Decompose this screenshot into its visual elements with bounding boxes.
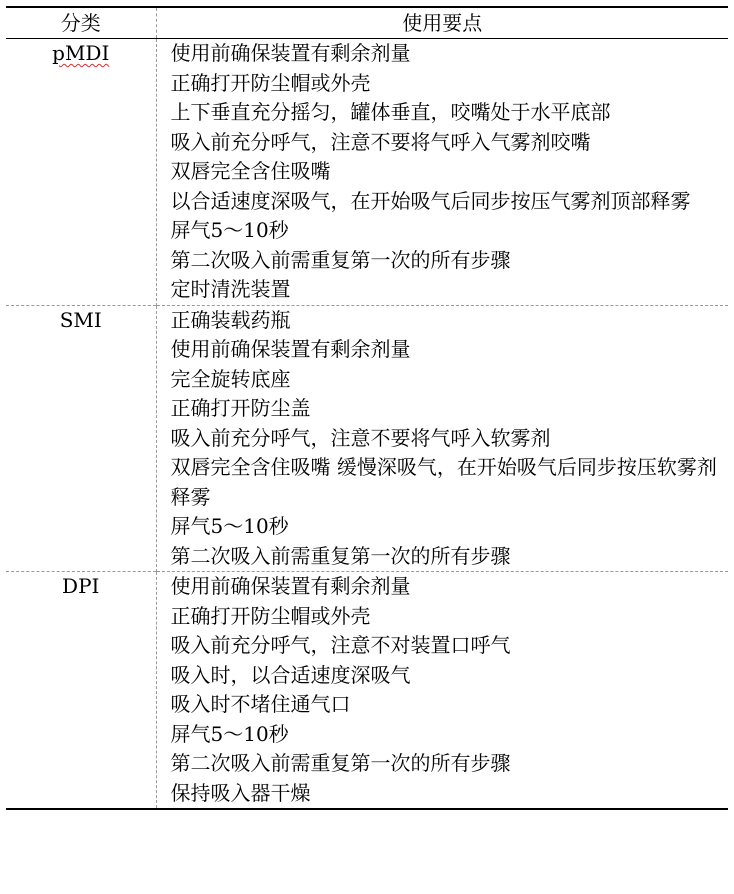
category-cell bbox=[6, 39, 156, 306]
step-item: 保持吸入器干燥 bbox=[170, 780, 311, 805]
category-cell bbox=[6, 572, 156, 810]
step-item: 屏气5～10秒 bbox=[170, 514, 289, 538]
step-item: 第二次吸入前需重复第一次的所有步骤 bbox=[170, 751, 511, 775]
step-item: 使用前确保装置有剩余剂量 bbox=[170, 41, 411, 65]
category-label: pMDI bbox=[52, 41, 110, 65]
step-item: 吸入前充分呼气，注意不要将气呼入软雾剂 bbox=[170, 425, 551, 450]
steps-cell bbox=[156, 572, 728, 810]
step-item: 使用前确保装置有剩余剂量 bbox=[170, 574, 411, 598]
inhaler-usage-table bbox=[6, 6, 728, 810]
step-item: 吸入时，以合适速度深吸气 bbox=[170, 662, 411, 687]
table-row-smi bbox=[6, 305, 728, 572]
step-item: 完全旋转底座 bbox=[170, 366, 291, 391]
table-row-dpi bbox=[6, 572, 728, 810]
step-item: 吸入前充分呼气，注意不对装置口呼气 bbox=[170, 633, 511, 657]
step-item: 定时清洗装置 bbox=[170, 277, 291, 301]
category-label: SMI bbox=[59, 307, 102, 332]
step-item: 第二次吸入前需重复第一次的所有步骤 bbox=[170, 543, 511, 568]
step-item: 屏气5～10秒 bbox=[170, 721, 289, 746]
steps-cell bbox=[156, 39, 728, 306]
step-item: 上下垂直充分摇匀，罐体垂直，咬嘴处于水平底部 bbox=[170, 100, 611, 124]
step-item: 双唇完全含住吸嘴 缓慢深吸气，在开始吸气后同步按压软雾剂释雾 bbox=[170, 455, 717, 509]
header-row bbox=[6, 7, 728, 39]
step-item: 第二次吸入前需重复第一次的所有步骤 bbox=[170, 247, 511, 272]
step-item: 正确打开防尘帽或外壳 bbox=[170, 603, 371, 628]
step-item: 吸入时不堵住通气口 bbox=[170, 692, 351, 716]
table-row-pmdi bbox=[6, 39, 728, 306]
category-cell bbox=[6, 305, 156, 572]
step-item: 正确打开防尘帽或外壳 bbox=[170, 70, 371, 95]
steps-cell bbox=[156, 305, 728, 572]
step-item: 使用前确保装置有剩余剂量 bbox=[170, 337, 411, 361]
header-key-points: 使用要点 bbox=[156, 7, 728, 39]
step-item: 以合适速度深吸气，在开始吸气后同步按压气雾剂顶部释雾 bbox=[170, 188, 691, 213]
table-body bbox=[6, 39, 728, 810]
step-item: 正确打开防尘盖 bbox=[170, 396, 311, 420]
step-item: 双唇完全含住吸嘴 bbox=[170, 159, 331, 183]
step-item: 正确装载药瓶 bbox=[170, 307, 291, 332]
table-header bbox=[6, 7, 728, 39]
step-item: 吸入前充分呼气，注意不要将气呼入气雾剂咬嘴 bbox=[170, 129, 591, 154]
header-category: 分类 bbox=[6, 7, 156, 39]
step-item: 屏气5～10秒 bbox=[170, 218, 289, 242]
category-label: DPI bbox=[62, 574, 100, 598]
